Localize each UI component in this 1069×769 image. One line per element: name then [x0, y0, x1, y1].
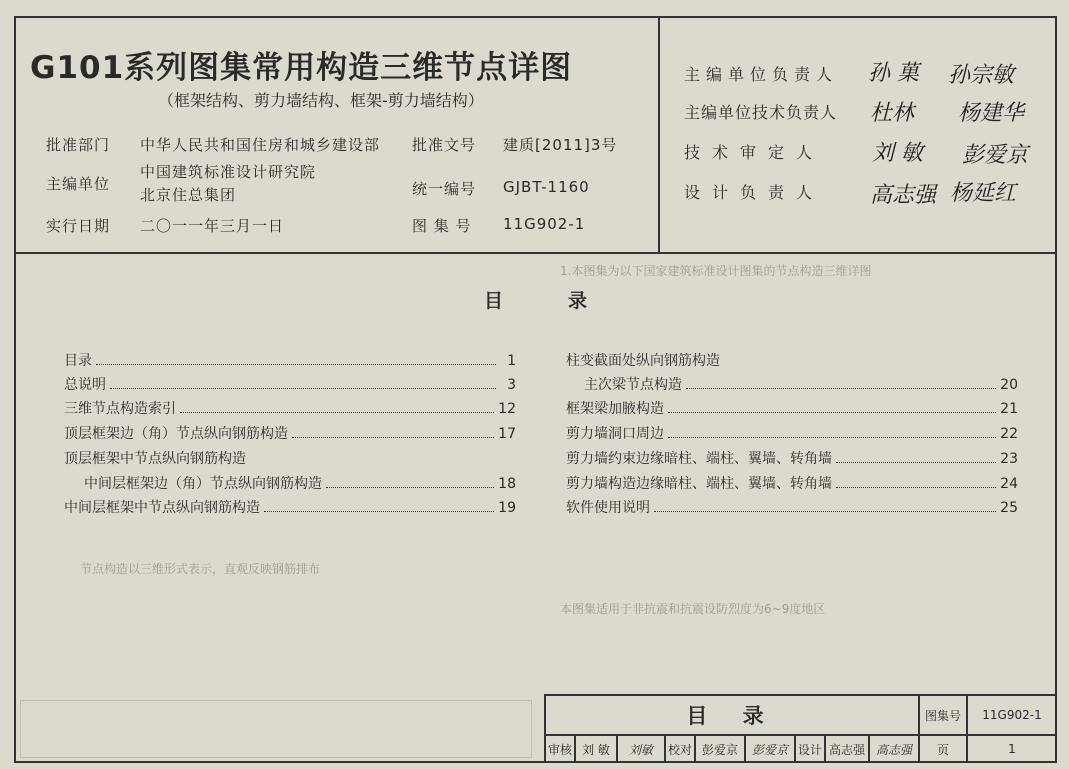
- toc-leader: [654, 511, 996, 512]
- header-vertical-divider: [658, 16, 660, 252]
- atlas-no-label: 图 集 号: [412, 217, 472, 235]
- title-block-title: 目 录: [686, 704, 778, 728]
- review-signature: 刘敏: [628, 742, 653, 757]
- approval-dept-value: 中华人民共和国住房和城乡建设部: [140, 136, 381, 154]
- toc-leader: [180, 412, 494, 413]
- toc-item[interactable]: [64, 448, 516, 470]
- toc-item[interactable]: [64, 398, 516, 420]
- toc-item[interactable]: [84, 473, 516, 495]
- toc-leader: [836, 487, 996, 488]
- signature: 孙 菓: [868, 61, 919, 86]
- toc-item-label: 顶层框架边（角）节点纵向钢筋构造: [64, 426, 288, 442]
- toc-item[interactable]: [584, 374, 1018, 396]
- toc-item-label: 主次梁节点构造: [584, 377, 682, 393]
- toc-item-label: 中间层框架中节点纵向钢筋构造: [64, 500, 260, 516]
- toc-item[interactable]: [566, 423, 1018, 445]
- toc-item-label: 顶层框架中节点纵向钢筋构造: [64, 451, 246, 467]
- toc-item-label: 框架梁加腋构造: [566, 401, 664, 417]
- toc-item[interactable]: [64, 423, 516, 445]
- toc-leader: [686, 388, 996, 389]
- toc-item-page: 17: [498, 426, 516, 442]
- bleed-through-text: 节点构造以三维形式表示，直观反映钢筋排布: [80, 562, 321, 576]
- unified-no-label: 统一编号: [412, 180, 477, 198]
- check-label: 校对: [667, 742, 692, 757]
- toc-item[interactable]: [64, 350, 516, 372]
- design-name: 高志强: [828, 742, 865, 757]
- signature: 刘 敏: [872, 141, 923, 166]
- toc-leader: [668, 412, 996, 413]
- toc-leader: [110, 388, 496, 389]
- signature: 高志强: [870, 183, 937, 208]
- impl-date-value: 二〇一一年三月一日: [140, 217, 285, 235]
- toc-leader: [668, 437, 996, 438]
- editor-unit-label: 主编单位: [46, 175, 111, 193]
- bleed-through-text: 本图集适用于非抗震和抗震设防烈度为6~9度地区: [560, 602, 826, 616]
- toc-item-label: 柱变截面处纵向钢筋构造: [566, 353, 720, 369]
- toc-item[interactable]: [64, 374, 516, 396]
- signature: 杜林: [870, 101, 915, 126]
- toc-item-label: 总说明: [64, 377, 106, 393]
- toc-item[interactable]: [64, 497, 516, 519]
- design-signature: 高志强: [875, 742, 912, 757]
- review-label: 审核: [547, 742, 572, 757]
- toc-leader: [96, 364, 496, 365]
- toc-item-label: 中间层框架边（角）节点纵向钢筋构造: [84, 476, 322, 492]
- toc-item-page: 22: [1000, 426, 1018, 442]
- atlas-no-value: 11G902-1: [503, 215, 586, 233]
- resp-label-tech-chief: 主编单位技术负责人: [684, 103, 838, 122]
- title-block-page-label: 页: [936, 742, 949, 757]
- review-name: 刘 敏: [582, 742, 610, 757]
- ghost-table: [20, 700, 532, 758]
- header-divider: [14, 252, 1057, 254]
- toc-leader: [326, 487, 494, 488]
- design-label: 设计: [797, 742, 822, 757]
- approval-doc-label: 批准文号: [412, 136, 477, 154]
- signature: 杨建华: [958, 101, 1025, 126]
- toc-item-label: 三维节点构造索引: [64, 401, 176, 417]
- unified-no-value: GJBT-1160: [503, 178, 590, 196]
- toc-item-label: 目录: [64, 353, 92, 369]
- toc-item-page: 24: [1000, 476, 1018, 492]
- toc-item-page: 23: [1000, 451, 1018, 467]
- toc-item-label: 剪力墙约束边缘暗柱、端柱、翼墙、转角墙: [566, 451, 832, 467]
- resp-label-tech-reviewer: 技术审定人: [684, 143, 825, 162]
- toc-item[interactable]: [566, 448, 1018, 470]
- toc-item-label: 剪力墙洞口周边: [566, 426, 664, 442]
- toc-item-page: 19: [498, 500, 516, 516]
- title-block-page-value: 1: [1008, 742, 1016, 756]
- toc-item-page: 3: [507, 377, 516, 393]
- toc-item[interactable]: [566, 350, 1018, 372]
- toc-item-page: 12: [498, 401, 516, 417]
- toc-item-page: 18: [498, 476, 516, 492]
- toc-leader: [292, 437, 494, 438]
- check-signature: 彭爱京: [751, 742, 788, 757]
- approval-doc-value: 建质[2011]3号: [503, 136, 618, 154]
- title-block-atlas-label: 图集号: [924, 708, 961, 723]
- toc-leader: [836, 462, 996, 463]
- signature: 孙宗敏: [948, 63, 1015, 88]
- toc-heading-left: 目: [484, 290, 504, 312]
- approval-dept-label: 批准部门: [46, 136, 111, 154]
- editor-unit-value-1: 中国建筑标准设计研究院: [140, 163, 317, 181]
- toc-item[interactable]: [566, 473, 1018, 495]
- signature: 彭爱京: [962, 143, 1029, 168]
- signature: 杨延红: [950, 181, 1017, 206]
- toc-item-label: 剪力墙构造边缘暗柱、端柱、翼墙、转角墙: [566, 476, 832, 492]
- atlas-title: G101系列图集常用构造三维节点详图: [30, 50, 573, 86]
- bleed-through-text: 1.本图集为以下国家建筑标准设计图集的节点构造三维详图: [560, 264, 872, 278]
- toc-item-page: 20: [1000, 377, 1018, 393]
- toc-item[interactable]: [566, 497, 1018, 519]
- atlas-subtitle: （框架结构、剪力墙结构、框架-剪力墙结构）: [158, 91, 484, 110]
- toc-item-page: 1: [507, 353, 516, 369]
- toc-leader: [264, 511, 494, 512]
- resp-label-chief-unit: 主编单位负责人: [684, 65, 839, 84]
- toc-heading-right: 录: [568, 290, 588, 312]
- toc-item-page: 25: [1000, 500, 1018, 516]
- toc-item-page: 21: [1000, 401, 1018, 417]
- editor-unit-value-2: 北京住总集团: [140, 186, 237, 204]
- toc-item-label: 软件使用说明: [566, 500, 650, 516]
- impl-date-label: 实行日期: [46, 217, 111, 235]
- title-block-atlas-value: 11G902-1: [982, 708, 1042, 722]
- check-name: 彭爱京: [701, 742, 738, 757]
- toc-item[interactable]: [566, 398, 1018, 420]
- resp-label-designer: 设计负责人: [684, 183, 825, 202]
